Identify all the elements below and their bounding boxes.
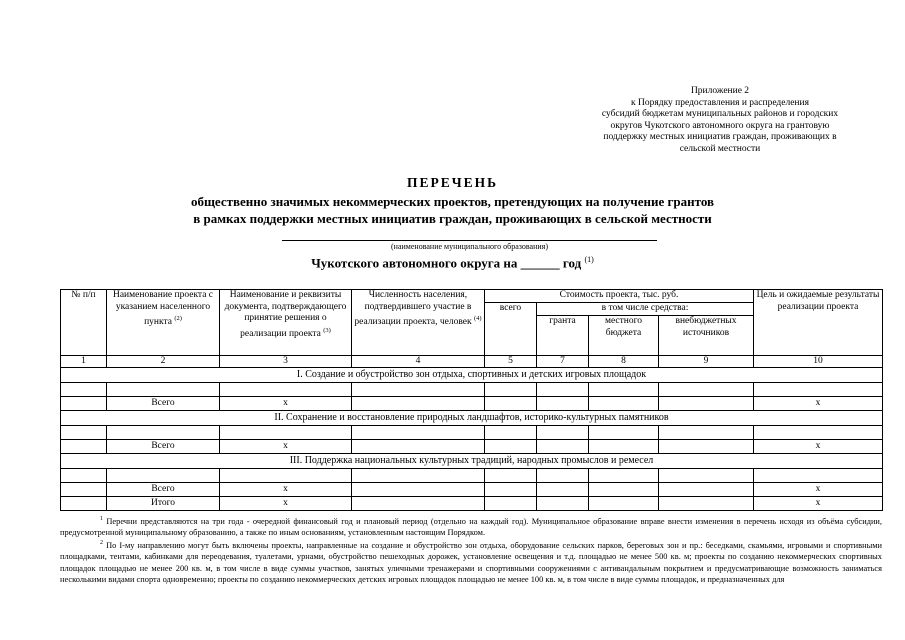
x-mark: x [754, 440, 883, 454]
appendix-line: к Порядку предоставления и распределения [631, 97, 809, 108]
table-cell [485, 497, 537, 511]
table-cell [352, 440, 485, 454]
table-cell [61, 383, 107, 397]
header-including: в том числе средства: [537, 303, 754, 316]
column-number: 5 [485, 356, 537, 368]
table-cell [537, 483, 589, 497]
x-mark: x [220, 483, 352, 497]
table-cell [352, 426, 485, 440]
column-number: 8 [589, 356, 659, 368]
footnote-text: Перечни представляются на три года - очередной финансовый год и плановый период (отдельно на каждый год). Муниципальное образование вправе внести изменения в перечень исходя из объёма субсидии, предусмотренной муниципальному образованию, а также по иным основаниям, установленным настоящим Порядком. [60, 516, 883, 538]
appendix-line: сельской местности [679, 143, 761, 154]
table-cell [352, 483, 485, 497]
table-cell [589, 497, 659, 511]
table-cell [659, 397, 754, 411]
x-mark: x [754, 397, 883, 411]
footnote-mark: 1 [100, 516, 103, 522]
table-cell [61, 483, 107, 497]
header-document: Наименование и реквизиты документа, подтверждающего принятие решения о реализации проекта $^{(3)}$ [220, 290, 352, 356]
x-mark: x [220, 440, 352, 454]
subtitle-line: общественно значимых некоммерческих проектов, претендующих на получение грантов [190, 194, 715, 209]
table-cell [107, 426, 220, 440]
column-number: 4 [352, 356, 485, 368]
table-cell [659, 497, 754, 511]
x-mark: x [220, 497, 352, 511]
table-cell [659, 383, 754, 397]
table-cell [589, 440, 659, 454]
column-number: 3 [220, 356, 352, 368]
table-cell [485, 483, 537, 497]
document-title: ПЕРЕЧЕНЬ [406, 175, 499, 190]
table-cell [754, 383, 883, 397]
section-heading: I. Создание и обустройство зон отдыха, спортивных и детских игровых площадок [61, 368, 883, 383]
table-cell [352, 397, 485, 411]
total-label: Всего [107, 397, 220, 411]
table-cell [754, 469, 883, 483]
header-grant: гранта [537, 316, 589, 356]
column-number: 9 [659, 356, 754, 368]
table-cell [61, 397, 107, 411]
appendix-line: поддержку местных инициатив граждан, проживающих в [603, 132, 837, 143]
total-label: Всего [107, 440, 220, 454]
document-subtitle [0, 193, 905, 227]
table-cell [537, 383, 589, 397]
table-cell [589, 483, 659, 497]
table-cell [659, 440, 754, 454]
header-goal: Цель и ожидаемые результаты реализации проекта [754, 290, 883, 356]
header-number: № п/п [61, 290, 107, 356]
header-local-budget: местного бюджета [589, 316, 659, 356]
table-cell [754, 426, 883, 440]
footnote-ref: (3) [323, 326, 331, 334]
okrug-text: Чукотского автономного округа на ______ год [311, 255, 582, 271]
projects-table [60, 289, 883, 511]
x-mark: x [220, 397, 352, 411]
column-number: 7 [537, 356, 589, 368]
footnote-ref: (1) [584, 255, 594, 264]
header-extrabudgetary: внебюджетных источников [659, 316, 754, 356]
subtitle-line: в рамках поддержки местных инициатив граждан, проживающих в сельской местности [193, 211, 712, 226]
table-cell [485, 469, 537, 483]
footnote-ref: (2) [174, 315, 182, 322]
section-heading: II. Сохранение и восстановление природных ландшафтов, историко-культурных памятников [61, 411, 883, 426]
table-cell [589, 397, 659, 411]
table-cell [61, 426, 107, 440]
municipality-blank-line [282, 240, 657, 241]
header-population: Численность населения, подтвердившего участие в реализации проекта, человек $^{(4)}$ [352, 290, 485, 356]
table-cell [537, 440, 589, 454]
footnote-ref: (4) [473, 315, 482, 322]
table-cell [537, 397, 589, 411]
table-cell [537, 469, 589, 483]
table-cell [659, 426, 754, 440]
table-cell [220, 383, 352, 397]
total-label: Всего [107, 483, 220, 497]
table-cell [485, 383, 537, 397]
table-cell [589, 426, 659, 440]
column-number: 10 [754, 356, 883, 368]
table-cell [61, 440, 107, 454]
table-cell [352, 469, 485, 483]
footnote-text: По I-му направлению могут быть включены проекты, направленные на создание и обустройство зон отдыха, оборудование сельских парков, береговых зон и пр.: беседками, скамьями, игровыми и спортивными площадками, тентами, кабинками для переодевания, туалетами, урнами, обустройство пешеходных дорожек, установление освещения и т.д. площадью не менее 500 кв. м; проекты по созданию некоммерческих спортивных площадок площадью не менее 200 кв. м, в том числе в виде суммы участков, занятых уличными тренажерами и спортивными сооружениями с антивандальным покрытием и предусматривающие возможность заниматься несколькими видами спорта одновременно; проекты по созданию некоммерческих детских игровых площадок площадью не менее 100 кв. м, в том числе в виде суммы площадок, и предназначенных для [60, 541, 883, 585]
table-cell [589, 469, 659, 483]
table-cell [485, 397, 537, 411]
table-cell [220, 469, 352, 483]
column-number: 2 [107, 356, 220, 368]
footnotes [60, 514, 882, 585]
table-cell [659, 469, 754, 483]
table-cell [352, 497, 485, 511]
municipality-caption: (наименование муниципального образования) [391, 242, 548, 251]
table-cell [61, 469, 107, 483]
footnote-1 [60, 514, 882, 538]
x-mark: x [754, 497, 883, 511]
section-heading: III. Поддержка национальных культурных традиций, народных промыслов и ремесел [61, 454, 883, 469]
header-cost-total: всего [485, 303, 537, 356]
table-cell [659, 483, 754, 497]
appendix-line: округов Чукотского автономного округа на грантовую [610, 120, 830, 131]
appendix-line: Приложение 2 [690, 86, 750, 96]
header-project-name: Наименование проекта с указанием населенного пункта $^{(2)}$ [107, 290, 220, 356]
table-cell [352, 383, 485, 397]
table-cell [220, 426, 352, 440]
table-cell [589, 383, 659, 397]
table-cell [107, 383, 220, 397]
footnote-mark: 2 [100, 540, 103, 547]
table-cell [485, 426, 537, 440]
okrug-year-line [0, 255, 905, 271]
table-cell [537, 426, 589, 440]
table-cell [537, 497, 589, 511]
header-cost: Стоимость проекта, тыс. руб. [485, 290, 754, 303]
footnote-2 [60, 538, 882, 585]
table-cell [61, 497, 107, 511]
appendix-block [575, 86, 865, 156]
appendix-line: субсидий бюджетам муниципальных районов и городских [601, 109, 839, 120]
grand-total-label: Итого [107, 497, 220, 511]
x-mark: x [754, 483, 883, 497]
column-number: 1 [61, 356, 107, 368]
table-cell [485, 440, 537, 454]
table-cell [107, 469, 220, 483]
